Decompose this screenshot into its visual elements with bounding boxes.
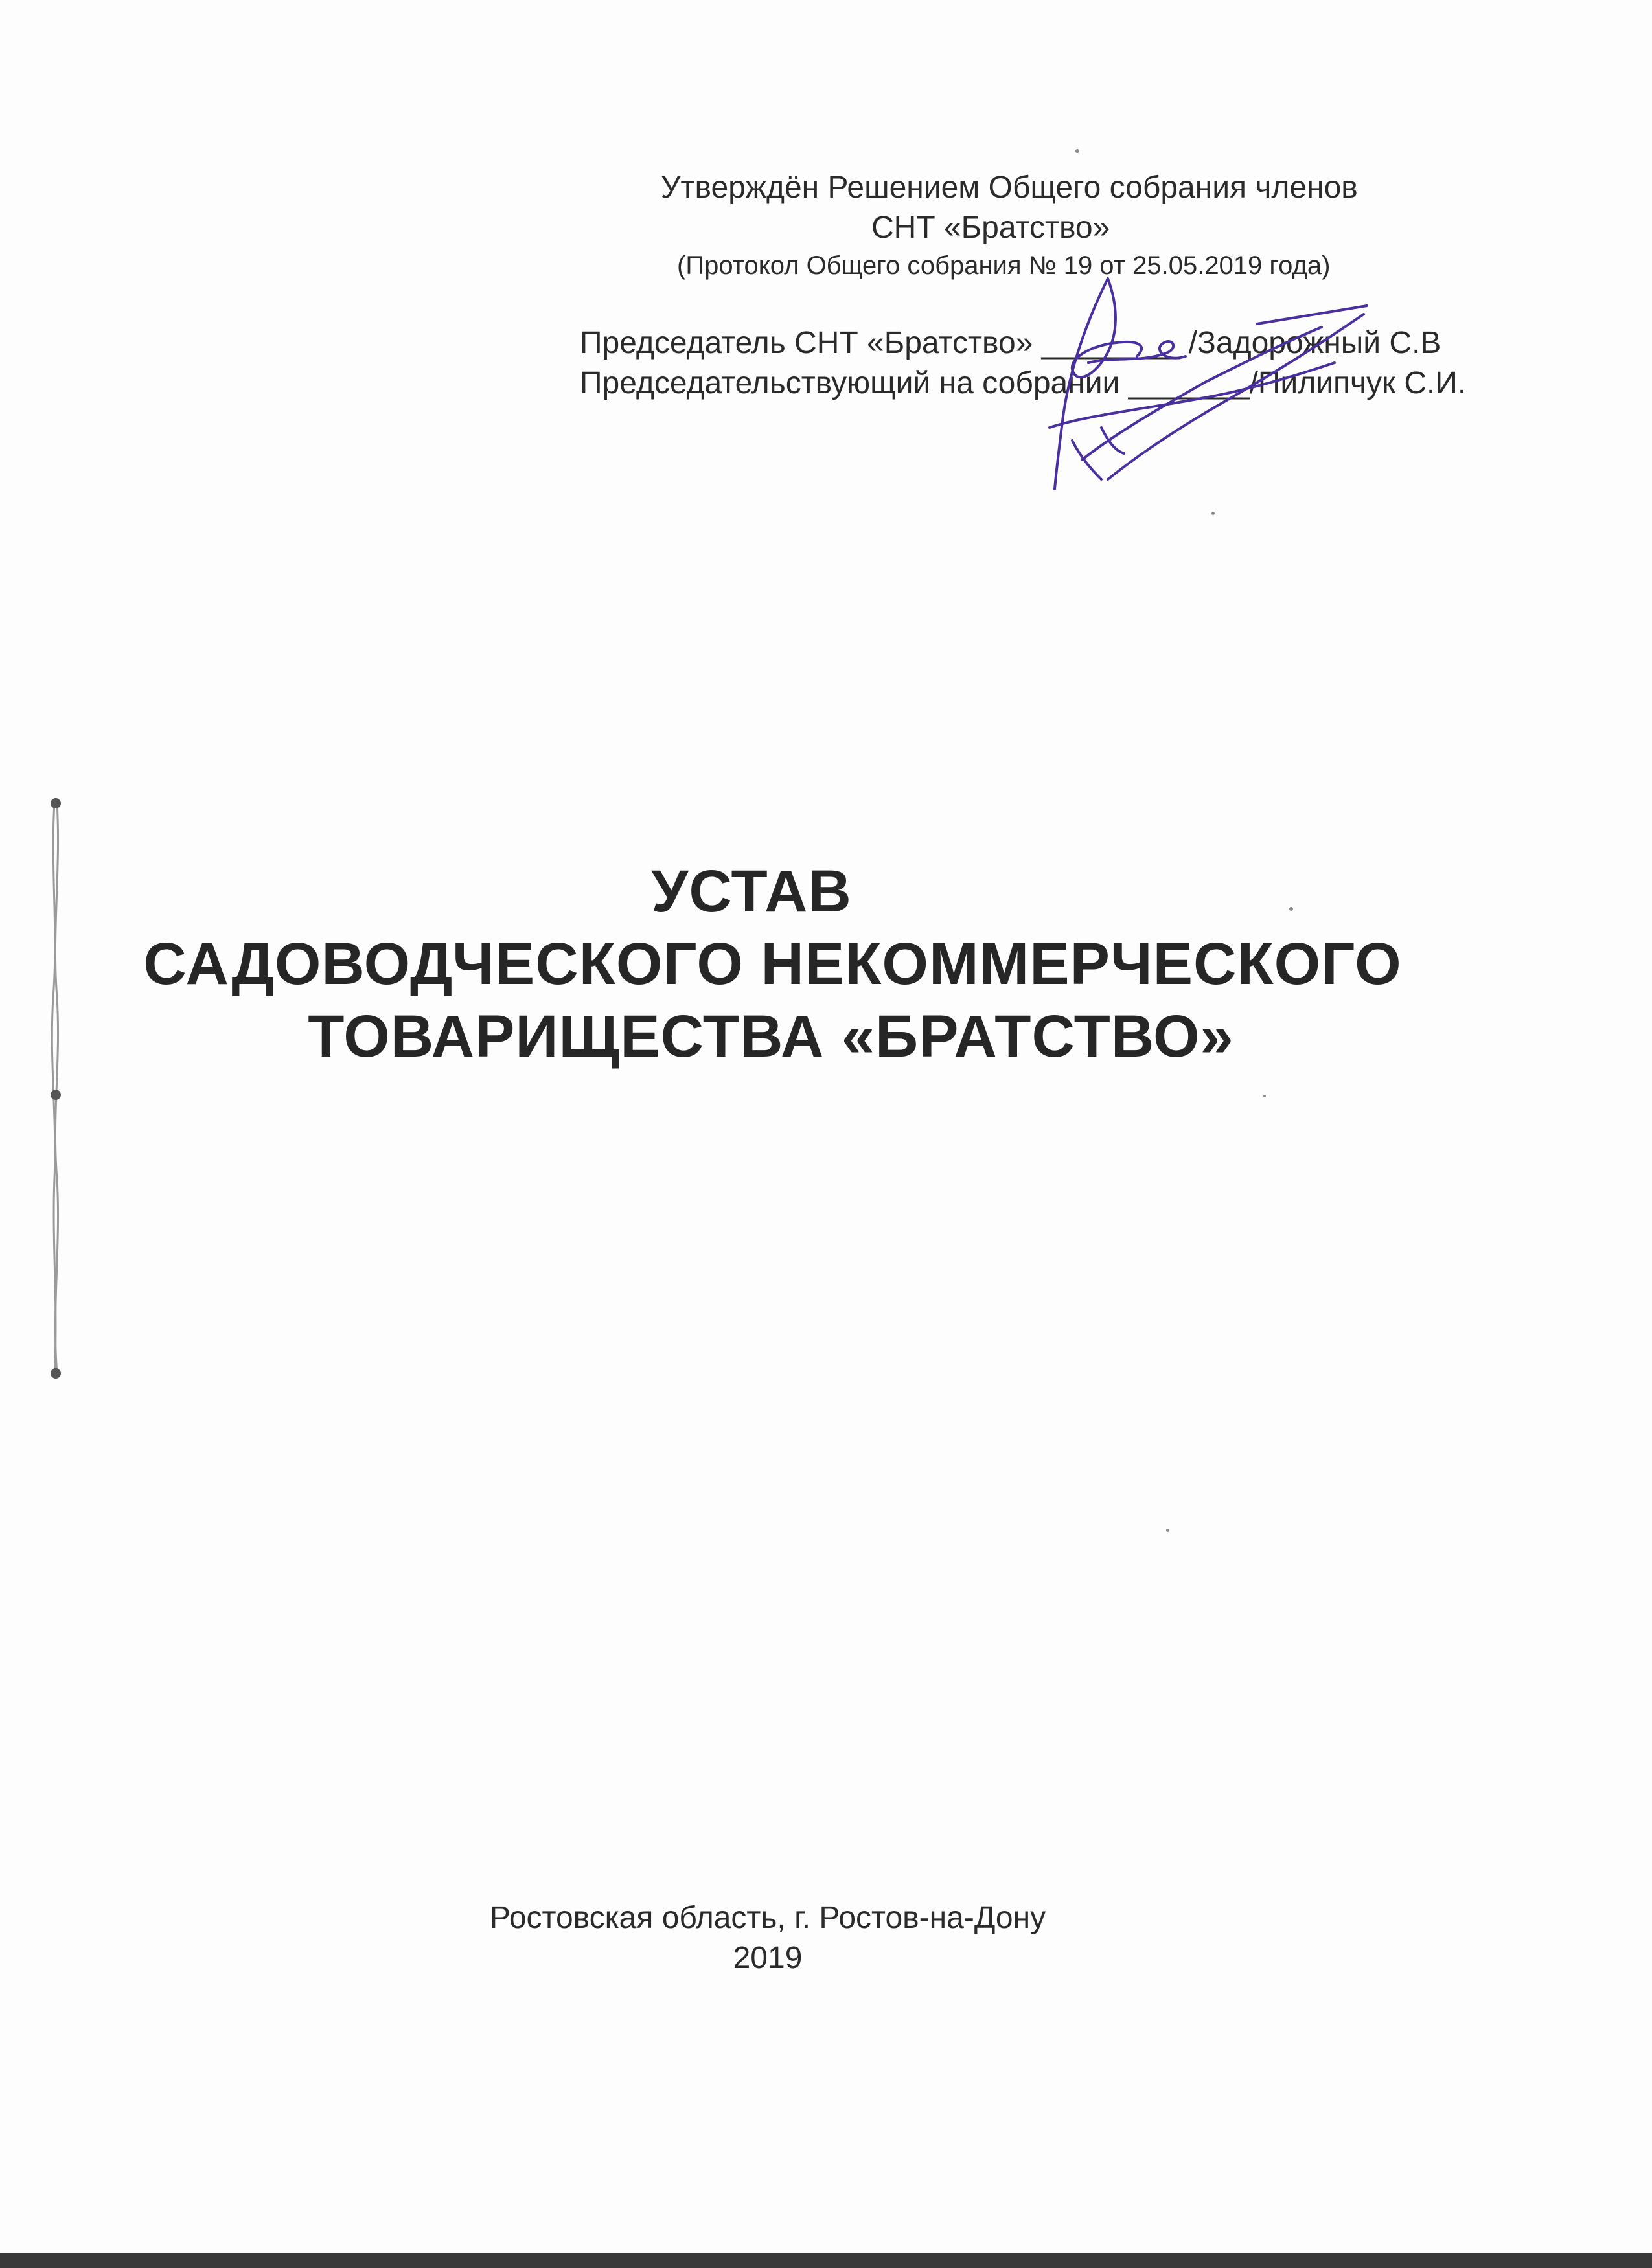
scan-bottom-edge: [0, 2253, 1652, 2268]
scan-speck: [1211, 512, 1215, 515]
footer-place: Ростовская область, г. Ростов-на-Дону: [489, 1901, 1046, 1935]
scan-speck: [1289, 907, 1293, 911]
document-title: [0, 855, 1652, 1073]
approval-line-1: Утверждён Решением Общего собрания членов: [661, 170, 1358, 205]
scan-speck: [1075, 149, 1079, 153]
handwritten-signature: [1011, 266, 1373, 499]
title-line-2: САДОВОДЧЕСКОГО НЕКОММЕРЧЕСКОГО: [143, 931, 1402, 997]
protocol-reference: (Протокол Общего собрания № 19 от 25.05.2019 года): [677, 251, 1331, 280]
presiding-signature-line: Председательствующий на собрании _______/Пилипчук С.И.: [580, 366, 1467, 400]
footer-year: 2019: [733, 1941, 803, 1975]
document-footer: [0, 1898, 1652, 1978]
scan-speck: [1166, 1529, 1169, 1532]
chairman-signature-line: Председатель СНТ «Братство» ________ /Задорожный С.В: [580, 326, 1441, 360]
title-line-1: УСТАВ: [651, 858, 852, 924]
binding-thread: [41, 790, 67, 1386]
approval-line-2: СНТ «Братство»: [871, 211, 1110, 245]
title-line-3: ТОВАРИЩЕСТВА «БРАТСТВО»: [308, 1003, 1234, 1070]
scan-speck: [1263, 1095, 1266, 1097]
